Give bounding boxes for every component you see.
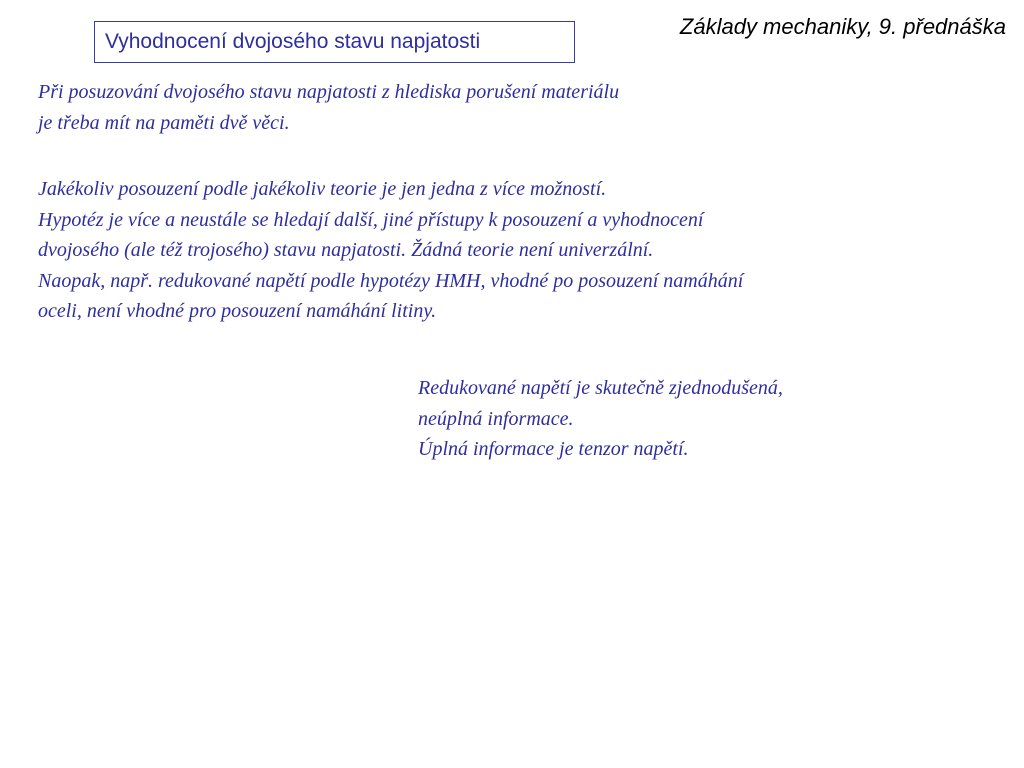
body-line: Naopak, např. redukované napětí podle hypotézy HMH, vhodné po posouzení namáhání (38, 269, 744, 292)
note-paragraph (418, 373, 783, 465)
course-title: Základy mechaniky, 9. přednáška (679, 14, 1006, 39)
intro-paragraph (38, 77, 619, 138)
slide-title-box (94, 21, 575, 63)
body-line: Jakékoliv posouzení podle jakékoliv teorie je jen jedna z více možností. (38, 178, 607, 200)
body-line: Hypotéz je více a neustále se hledají další, jiné přístupy k posouzení a vyhodnocení (38, 208, 704, 231)
note-line: Úplná informace je tenzor napětí. (418, 438, 689, 460)
body-line: oceli, není vhodné pro posouzení namáhání litiny. (38, 300, 437, 322)
intro-line: Při posuzování dvojosého stavu napjatosti z hlediska porušení materiálu (38, 81, 620, 103)
note-line: neúplná informace. (418, 407, 574, 430)
slide-title: Vyhodnocení dvojosého stavu napjatosti (105, 30, 481, 53)
body-paragraph (38, 174, 743, 327)
body-line: dvojosého (ale též trojosého) stavu napjatosti. Žádná teorie není univerzální. (38, 239, 654, 261)
intro-line: je třeba mít na paměti dvě věci. (38, 111, 290, 134)
note-line: Redukované napětí je skutečně zjednodušená, (418, 377, 783, 399)
